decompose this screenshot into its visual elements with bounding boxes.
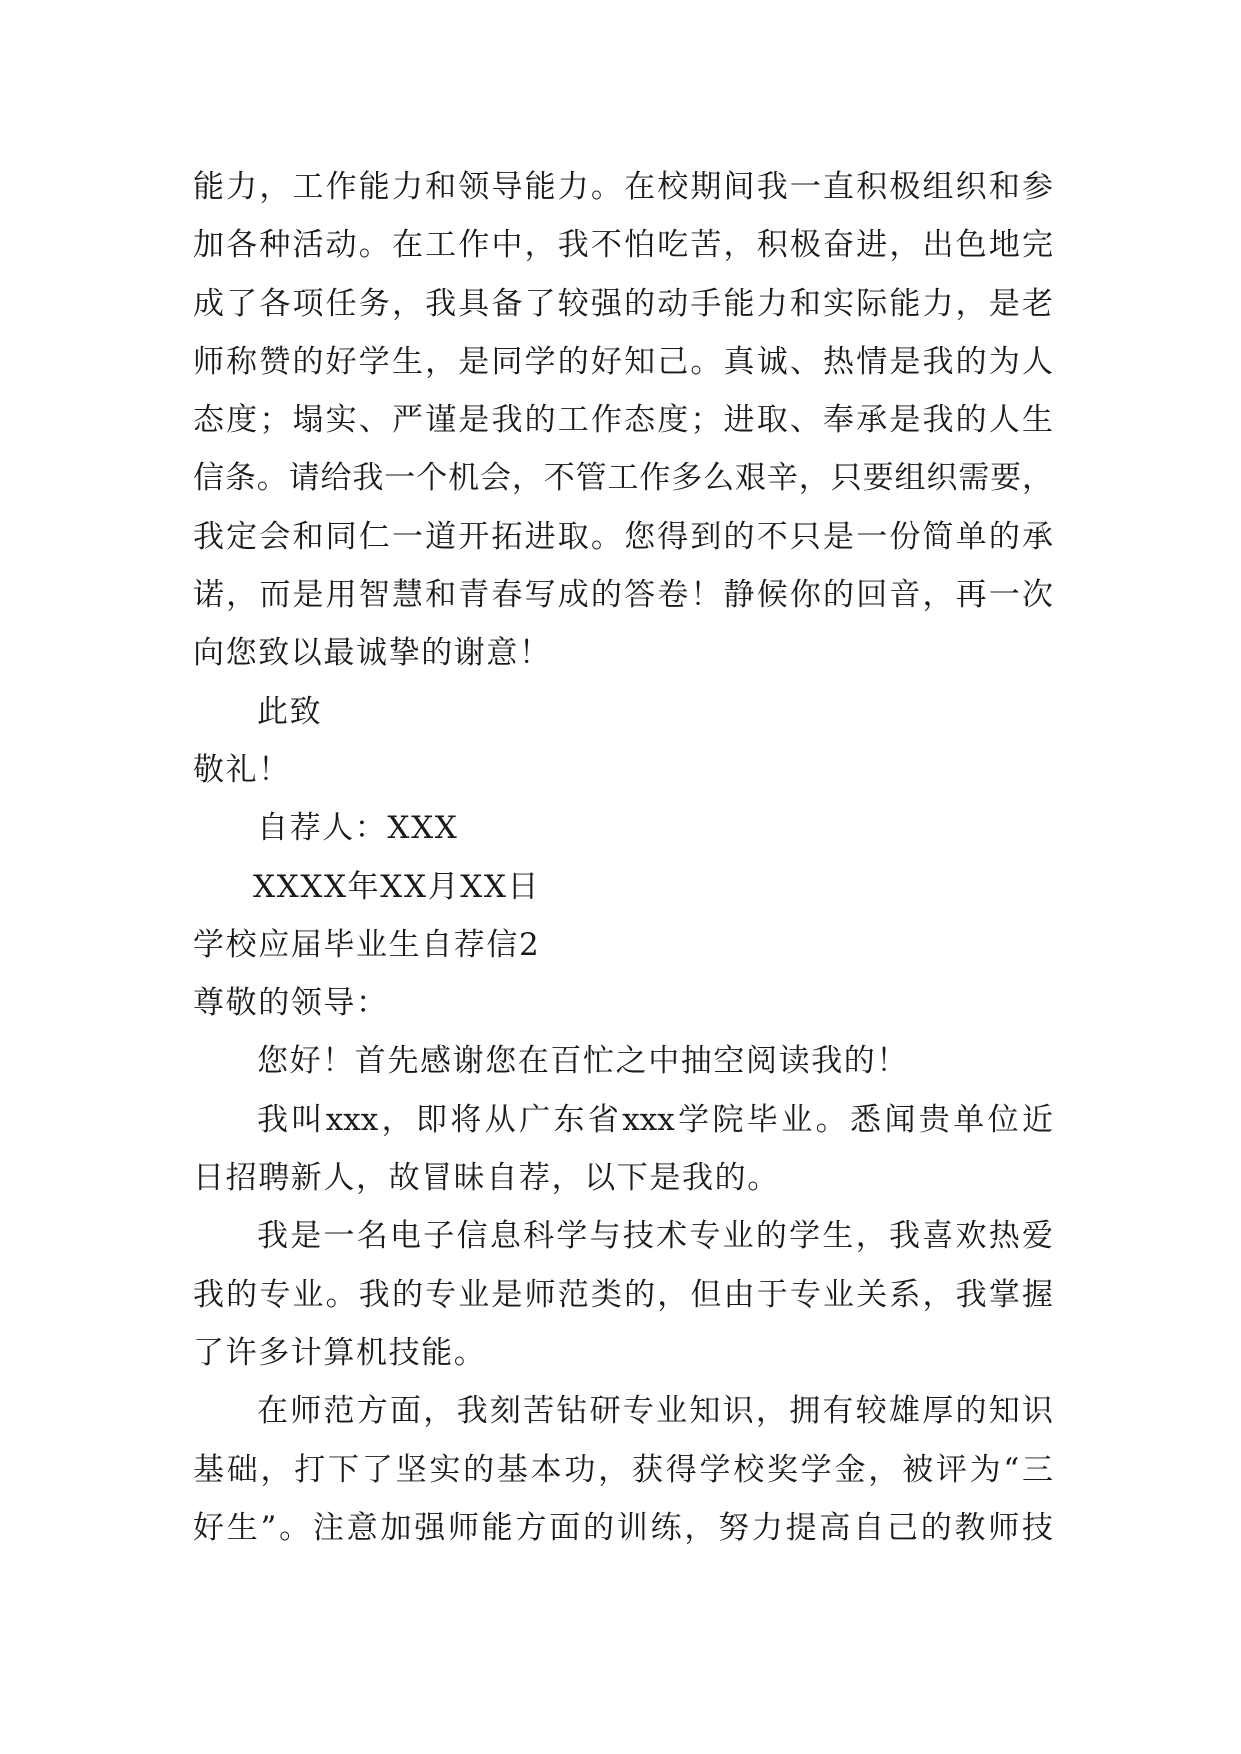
text-line: 在师范方面，我刻苦钻研专业知识，拥有较雄厚的知识 <box>257 1393 1053 1430</box>
text-line: 我定会和同仁一道开拓进取。您得到的不只是一份简单的承 <box>193 518 1053 555</box>
text-line: 尊敬的领导： <box>193 985 389 1022</box>
text-line: 学校应届毕业生自荐信2 <box>193 926 541 963</box>
text-line: 基础，打下了坚实的基本功，获得学校奖学金，被评为“三 <box>193 1451 1053 1488</box>
text-line: 信条。请给我一个机会，不管工作多么艰辛，只要组织需要， <box>193 460 1053 497</box>
text-line: 此致 <box>257 693 323 730</box>
text-line: 我的专业。我的专业是师范类的，但由于专业关系，我掌握 <box>193 1276 1053 1313</box>
text-line: 态度；塌实、严谨是我的工作态度；进取、奉承是我的人生 <box>193 402 1053 439</box>
text-line: 您好！首先感谢您在百忙之中抽空阅读我的！ <box>257 1043 909 1080</box>
text-line: 成了各项任务，我具备了较强的动手能力和实际能力，是老 <box>193 285 1053 322</box>
text-line: 自荐人：XXX <box>257 810 459 847</box>
text-line: 能力，工作能力和领导能力。在校期间我一直积极组织和参 <box>193 169 1053 205</box>
text-line: 我叫xxx，即将从广东省xxx学院毕业。悉闻贵单位近 <box>257 1101 1053 1138</box>
text-line: 了许多计算机技能。 <box>193 1334 487 1371</box>
text-line: 我是一名电子信息科学与技术专业的学生，我喜欢热爱 <box>257 1218 1053 1255</box>
text-line: XXXX年XX月XX日 <box>253 868 541 905</box>
text-line: 加各种活动。在工作中，我不怕吃苦，积极奋进，出色地完 <box>193 227 1053 264</box>
text-line: 向您致以最诚挚的谢意！ <box>193 635 552 672</box>
text-line: 师称赞的好学生，是同学的好知己。真诚、热情是我的为人 <box>193 343 1053 380</box>
text-line: 敬礼！ <box>193 751 291 788</box>
text-line: 好生”。注意加强师能方面的训练，努力提高自己的教师技 <box>193 1509 1053 1546</box>
document-body <box>193 158 1053 1557</box>
text-line: 诺，而是用智慧和青春写成的答卷！静候你的回音，再一次 <box>193 577 1053 614</box>
text-line: 日招聘新人，故冒昧自荐，以下是我的。 <box>193 1160 780 1197</box>
